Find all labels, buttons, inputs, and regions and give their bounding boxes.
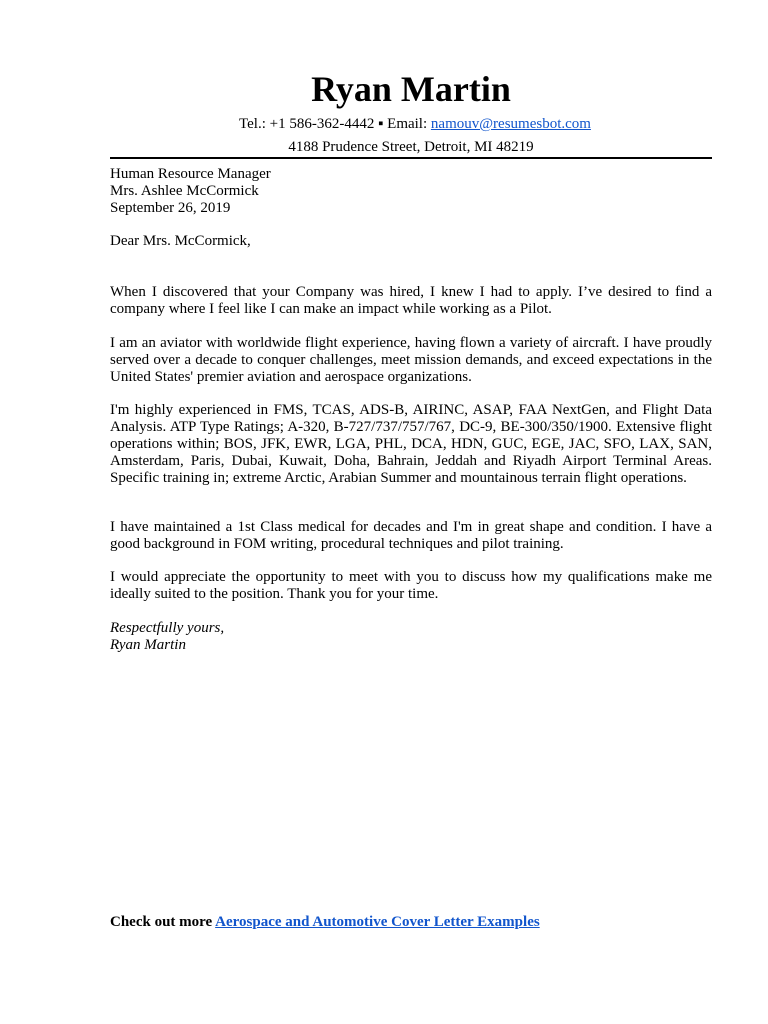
address-line: 4188 Prudence Street, Detroit, MI 48219 <box>288 139 534 155</box>
paragraph-medical: I have maintained a 1st Class medical for decades and I'm in great shape and condition. I have a good background in FOM writing, procedural techniques and pilot training. <box>110 519 712 552</box>
cover-letter-examples-link[interactable]: Aerospace and Automotive Cover Letter Examples <box>215 914 540 930</box>
letter-date: September 26, 2019 <box>110 200 231 216</box>
paragraph-closing: I would appreciate the opportunity to meet with you to discuss how my qualifications make me ideally suited to the position. Thank you for your time. <box>110 569 712 602</box>
footer-promo <box>110 913 540 931</box>
recipient-block <box>110 166 712 217</box>
paragraph-experience: I am an aviator with worldwide flight experience, having flown a variety of aircraft. I have proudly served over a decade to conquer challenges, meet mission demands, and exceed expectations in the United States' premier aviation and aerospace organizations. <box>110 335 712 385</box>
recipient-name: Mrs. Ashlee McCormick <box>110 183 259 199</box>
paragraph-qualifications: I'm highly experienced in FMS, TCAS, ADS-B, AIRINC, ASAP, FAA NextGen, and Flight Data Analysis. ATP Type Ratings; A-320, B-727/737/757/767, DC-9, BE-300/350/1900. Extensive flight operations within; BOS, JFK, EWR, LGA, PHL, DCA, HDN, GUC, EGE, JAC, SFO, LAX, SAN, Amsterdam, Paris, Dubai, Kuwait, Doha, Bahrain, Jeddah and Riyadh Airport Terminal Areas. Specific training in; extreme Arctic, Arabian Summer and mountainous terrain flight operations. <box>110 402 712 486</box>
paragraph-intro: When I discovered that your Company was hired, I knew I had to apply. I’ve desired to find a company where I feel like I can make an impact while working as a Pilot. <box>110 284 712 317</box>
signature: Ryan Martin <box>110 637 186 653</box>
footer-prefix: Check out more <box>110 914 216 930</box>
phone-text: Tel.: +1 586-362-4442 ▪ Email: <box>239 116 431 132</box>
closing-block <box>110 620 712 654</box>
email-link[interactable]: namouv@resumesbot.com <box>430 116 591 132</box>
recipient-title: Human Resource Manager <box>110 166 271 182</box>
applicant-name: Ryan Martin <box>311 69 511 109</box>
contact-line <box>0 115 768 133</box>
header-divider <box>110 157 712 159</box>
valediction: Respectfully yours, <box>110 620 225 636</box>
salutation: Dear Mrs. McCormick, <box>110 233 251 249</box>
